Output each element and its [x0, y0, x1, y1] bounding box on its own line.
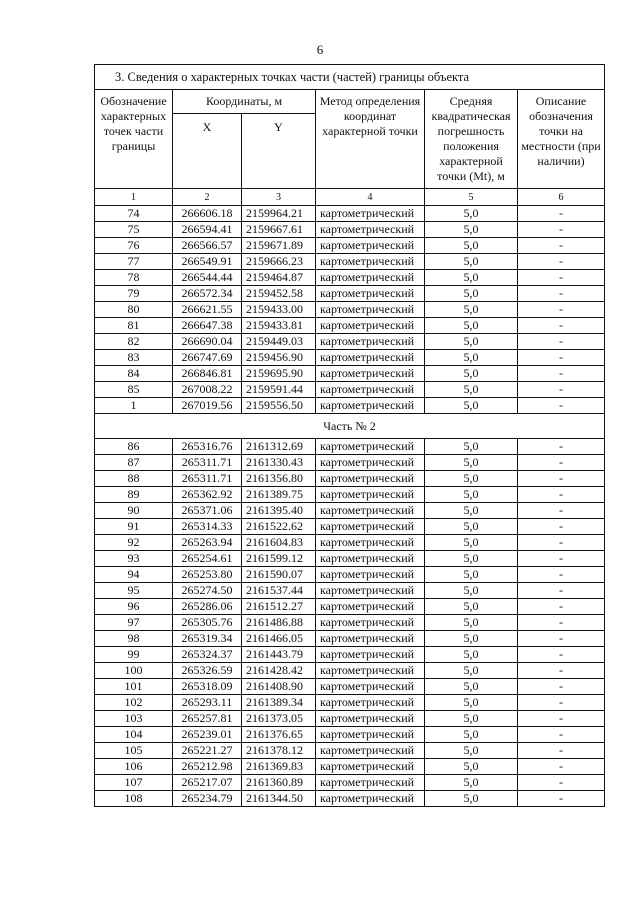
- table-row: [95, 366, 605, 382]
- accuracy-cell: 5,0: [425, 647, 518, 663]
- method-cell: картометрический: [316, 270, 425, 286]
- point-id-cell: 100: [95, 663, 173, 679]
- description-cell: -: [518, 439, 605, 455]
- part-divider-row: [95, 414, 605, 439]
- point-id-cell: 96: [95, 599, 173, 615]
- page-number: 6: [316, 42, 324, 57]
- accuracy-cell: 5,0: [425, 503, 518, 519]
- point-id-cell: 90: [95, 503, 173, 519]
- point-id-cell: 76: [95, 238, 173, 254]
- x-coordinate-cell: 265239.01: [173, 727, 242, 743]
- description-cell: -: [518, 270, 605, 286]
- point-id-cell: 108: [95, 791, 173, 807]
- y-coordinate-cell: 2161599.12: [242, 551, 316, 567]
- accuracy-cell: 5,0: [425, 519, 518, 535]
- method-cell: картометрический: [316, 551, 425, 567]
- y-coordinate-cell: 2161360.89: [242, 775, 316, 791]
- accuracy-cell: 5,0: [425, 318, 518, 334]
- y-coordinate-cell: 2159456.90: [242, 350, 316, 366]
- accuracy-cell: 5,0: [425, 350, 518, 366]
- column-number: 6: [518, 189, 605, 206]
- accuracy-cell: 5,0: [425, 334, 518, 350]
- column-number: 2: [173, 189, 242, 206]
- x-coordinate-cell: 265371.06: [173, 503, 242, 519]
- y-coordinate-cell: 2161395.40: [242, 503, 316, 519]
- column-number: 1: [95, 189, 173, 206]
- method-cell: картометрический: [316, 775, 425, 791]
- table-row: [95, 382, 605, 398]
- header-coordinates: Координаты, м: [173, 90, 316, 114]
- point-id-cell: 84: [95, 366, 173, 382]
- point-id-cell: 87: [95, 455, 173, 471]
- point-id-cell: 1: [95, 398, 173, 414]
- accuracy-cell: 5,0: [425, 727, 518, 743]
- method-cell: картометрический: [316, 727, 425, 743]
- point-id-cell: 91: [95, 519, 173, 535]
- description-cell: -: [518, 663, 605, 679]
- y-coordinate-cell: 2159671.89: [242, 238, 316, 254]
- method-cell: картометрический: [316, 471, 425, 487]
- header-description: Описание обозначения точки на местности (при наличии): [518, 90, 605, 189]
- y-coordinate-cell: 2161356.80: [242, 471, 316, 487]
- x-coordinate-cell: 265305.76: [173, 615, 242, 631]
- method-cell: картометрический: [316, 663, 425, 679]
- point-id-cell: 92: [95, 535, 173, 551]
- point-id-cell: 93: [95, 551, 173, 567]
- column-number-row: [95, 189, 605, 206]
- description-cell: -: [518, 487, 605, 503]
- section-title: 3. Сведения о характерных точках части (частей) границы объекта: [95, 65, 605, 90]
- description-cell: -: [518, 254, 605, 270]
- method-cell: картометрический: [316, 487, 425, 503]
- description-cell: -: [518, 695, 605, 711]
- point-id-cell: 89: [95, 487, 173, 503]
- accuracy-cell: 5,0: [425, 535, 518, 551]
- accuracy-cell: 5,0: [425, 743, 518, 759]
- y-coordinate-cell: 2161330.43: [242, 455, 316, 471]
- y-coordinate-cell: 2161408.90: [242, 679, 316, 695]
- x-coordinate-cell: 265318.09: [173, 679, 242, 695]
- x-coordinate-cell: 267008.22: [173, 382, 242, 398]
- accuracy-cell: 5,0: [425, 551, 518, 567]
- x-coordinate-cell: 266549.91: [173, 254, 242, 270]
- x-coordinate-cell: 265316.76: [173, 439, 242, 455]
- accuracy-cell: 5,0: [425, 238, 518, 254]
- y-coordinate-cell: 2161344.50: [242, 791, 316, 807]
- description-cell: -: [518, 551, 605, 567]
- point-id-cell: 85: [95, 382, 173, 398]
- point-id-cell: 101: [95, 679, 173, 695]
- point-id-cell: 88: [95, 471, 173, 487]
- y-coordinate-cell: 2161466.05: [242, 631, 316, 647]
- y-coordinate-cell: 2161369.83: [242, 759, 316, 775]
- accuracy-cell: 5,0: [425, 366, 518, 382]
- table-row: [95, 551, 605, 567]
- point-id-cell: 99: [95, 647, 173, 663]
- accuracy-cell: 5,0: [425, 286, 518, 302]
- table-row: [95, 286, 605, 302]
- header-method: Метод определения координат характерной точки: [316, 90, 425, 189]
- method-cell: картометрический: [316, 254, 425, 270]
- table-row: [95, 254, 605, 270]
- accuracy-cell: 5,0: [425, 398, 518, 414]
- accuracy-cell: 5,0: [425, 471, 518, 487]
- y-coordinate-cell: 2159452.58: [242, 286, 316, 302]
- method-cell: картометрический: [316, 366, 425, 382]
- accuracy-cell: 5,0: [425, 775, 518, 791]
- x-coordinate-cell: 265217.07: [173, 775, 242, 791]
- table-row: [95, 471, 605, 487]
- description-cell: -: [518, 350, 605, 366]
- point-id-cell: 94: [95, 567, 173, 583]
- y-coordinate-cell: 2159464.87: [242, 270, 316, 286]
- table-row: [95, 711, 605, 727]
- part-label: Часть № 2: [95, 414, 605, 439]
- method-cell: картометрический: [316, 711, 425, 727]
- table-row: [95, 727, 605, 743]
- table-row: [95, 398, 605, 414]
- x-coordinate-cell: 265212.98: [173, 759, 242, 775]
- description-cell: -: [518, 238, 605, 254]
- boundary-points-table: [94, 64, 605, 807]
- accuracy-cell: 5,0: [425, 487, 518, 503]
- method-cell: картометрический: [316, 286, 425, 302]
- method-cell: картометрический: [316, 535, 425, 551]
- table-row: [95, 583, 605, 599]
- point-id-cell: 74: [95, 206, 173, 222]
- x-coordinate-cell: 266594.41: [173, 222, 242, 238]
- x-coordinate-cell: 265362.92: [173, 487, 242, 503]
- description-cell: -: [518, 455, 605, 471]
- y-coordinate-cell: 2159433.81: [242, 318, 316, 334]
- y-coordinate-cell: 2161376.65: [242, 727, 316, 743]
- method-cell: картометрический: [316, 759, 425, 775]
- point-id-cell: 105: [95, 743, 173, 759]
- method-cell: картометрический: [316, 206, 425, 222]
- description-cell: -: [518, 583, 605, 599]
- description-cell: -: [518, 727, 605, 743]
- method-cell: картометрический: [316, 238, 425, 254]
- point-id-cell: 78: [95, 270, 173, 286]
- description-cell: -: [518, 631, 605, 647]
- y-coordinate-cell: 2159556.50: [242, 398, 316, 414]
- point-id-cell: 82: [95, 334, 173, 350]
- description-cell: -: [518, 318, 605, 334]
- header-x: X: [173, 114, 242, 189]
- x-coordinate-cell: 266621.55: [173, 302, 242, 318]
- column-number: 3: [242, 189, 316, 206]
- x-coordinate-cell: 266572.34: [173, 286, 242, 302]
- header-accuracy: Средняя квадратическая погрешность положения характерной точки (Mt), м: [425, 90, 518, 189]
- table-row: [95, 238, 605, 254]
- x-coordinate-cell: 266606.18: [173, 206, 242, 222]
- y-coordinate-cell: 2161590.07: [242, 567, 316, 583]
- table-row: [95, 519, 605, 535]
- description-cell: -: [518, 711, 605, 727]
- description-cell: -: [518, 471, 605, 487]
- x-coordinate-cell: 265311.71: [173, 471, 242, 487]
- accuracy-cell: 5,0: [425, 382, 518, 398]
- table-row: [95, 270, 605, 286]
- accuracy-cell: 5,0: [425, 615, 518, 631]
- accuracy-cell: 5,0: [425, 711, 518, 727]
- point-id-cell: 75: [95, 222, 173, 238]
- table-row: [95, 791, 605, 807]
- method-cell: картометрический: [316, 615, 425, 631]
- method-cell: картометрический: [316, 791, 425, 807]
- accuracy-cell: 5,0: [425, 679, 518, 695]
- x-coordinate-cell: 265253.80: [173, 567, 242, 583]
- table-row: [95, 679, 605, 695]
- description-cell: -: [518, 759, 605, 775]
- y-coordinate-cell: 2161389.75: [242, 487, 316, 503]
- y-coordinate-cell: 2159591.44: [242, 382, 316, 398]
- x-coordinate-cell: 265257.81: [173, 711, 242, 727]
- accuracy-cell: 5,0: [425, 583, 518, 599]
- description-cell: -: [518, 286, 605, 302]
- x-coordinate-cell: 266690.04: [173, 334, 242, 350]
- point-id-cell: 104: [95, 727, 173, 743]
- accuracy-cell: 5,0: [425, 254, 518, 270]
- y-coordinate-cell: 2161604.83: [242, 535, 316, 551]
- y-coordinate-cell: 2159667.61: [242, 222, 316, 238]
- y-coordinate-cell: 2161312.69: [242, 439, 316, 455]
- x-coordinate-cell: 265254.61: [173, 551, 242, 567]
- table-row: [95, 487, 605, 503]
- y-coordinate-cell: 2161428.42: [242, 663, 316, 679]
- method-cell: картометрический: [316, 382, 425, 398]
- accuracy-cell: 5,0: [425, 302, 518, 318]
- x-coordinate-cell: 266544.44: [173, 270, 242, 286]
- x-coordinate-cell: 266846.81: [173, 366, 242, 382]
- description-cell: -: [518, 222, 605, 238]
- accuracy-cell: 5,0: [425, 455, 518, 471]
- point-id-cell: 80: [95, 302, 173, 318]
- description-cell: -: [518, 366, 605, 382]
- point-id-cell: 98: [95, 631, 173, 647]
- table-row: [95, 503, 605, 519]
- table-row: [95, 334, 605, 350]
- accuracy-cell: 5,0: [425, 631, 518, 647]
- description-cell: -: [518, 503, 605, 519]
- description-cell: -: [518, 382, 605, 398]
- point-id-cell: 86: [95, 439, 173, 455]
- description-cell: -: [518, 398, 605, 414]
- x-coordinate-cell: 265286.06: [173, 599, 242, 615]
- y-coordinate-cell: 2161512.27: [242, 599, 316, 615]
- point-id-cell: 107: [95, 775, 173, 791]
- description-cell: -: [518, 647, 605, 663]
- x-coordinate-cell: 266747.69: [173, 350, 242, 366]
- table-row: [95, 647, 605, 663]
- method-cell: картометрический: [316, 679, 425, 695]
- accuracy-cell: 5,0: [425, 599, 518, 615]
- y-coordinate-cell: 2161486.88: [242, 615, 316, 631]
- method-cell: картометрический: [316, 222, 425, 238]
- point-id-cell: 102: [95, 695, 173, 711]
- description-cell: -: [518, 302, 605, 318]
- x-coordinate-cell: 265293.11: [173, 695, 242, 711]
- table-row: [95, 775, 605, 791]
- y-coordinate-cell: 2161522.62: [242, 519, 316, 535]
- header-designation: Обозначение характерных точек части границы: [95, 90, 173, 189]
- table-row: [95, 222, 605, 238]
- description-cell: -: [518, 599, 605, 615]
- table-row: [95, 439, 605, 455]
- point-id-cell: 79: [95, 286, 173, 302]
- table-row: [95, 599, 605, 615]
- method-cell: картометрический: [316, 743, 425, 759]
- description-cell: -: [518, 535, 605, 551]
- x-coordinate-cell: 265311.71: [173, 455, 242, 471]
- description-cell: -: [518, 679, 605, 695]
- x-coordinate-cell: 265274.50: [173, 583, 242, 599]
- method-cell: картометрический: [316, 567, 425, 583]
- description-cell: -: [518, 775, 605, 791]
- x-coordinate-cell: 266647.38: [173, 318, 242, 334]
- method-cell: картометрический: [316, 583, 425, 599]
- method-cell: картометрический: [316, 599, 425, 615]
- accuracy-cell: 5,0: [425, 695, 518, 711]
- y-coordinate-cell: 2159695.90: [242, 366, 316, 382]
- y-coordinate-cell: 2159433.00: [242, 302, 316, 318]
- accuracy-cell: 5,0: [425, 759, 518, 775]
- x-coordinate-cell: 265324.37: [173, 647, 242, 663]
- table-row: [95, 631, 605, 647]
- accuracy-cell: 5,0: [425, 439, 518, 455]
- point-id-cell: 103: [95, 711, 173, 727]
- table-row: [95, 535, 605, 551]
- header-y: Y: [242, 114, 316, 189]
- description-cell: -: [518, 743, 605, 759]
- table-row: [95, 615, 605, 631]
- accuracy-cell: 5,0: [425, 270, 518, 286]
- y-coordinate-cell: 2161537.44: [242, 583, 316, 599]
- description-cell: -: [518, 334, 605, 350]
- x-coordinate-cell: 265326.59: [173, 663, 242, 679]
- accuracy-cell: 5,0: [425, 222, 518, 238]
- method-cell: картометрический: [316, 334, 425, 350]
- table-row: [95, 695, 605, 711]
- table-row: [95, 759, 605, 775]
- method-cell: картометрический: [316, 318, 425, 334]
- method-cell: картометрический: [316, 503, 425, 519]
- x-coordinate-cell: 265263.94: [173, 535, 242, 551]
- x-coordinate-cell: 265319.34: [173, 631, 242, 647]
- column-number: 5: [425, 189, 518, 206]
- point-id-cell: 77: [95, 254, 173, 270]
- method-cell: картометрический: [316, 647, 425, 663]
- method-cell: картометрический: [316, 519, 425, 535]
- x-coordinate-cell: 265234.79: [173, 791, 242, 807]
- method-cell: картометрический: [316, 631, 425, 647]
- table-row: [95, 663, 605, 679]
- method-cell: картометрический: [316, 455, 425, 471]
- y-coordinate-cell: 2161373.05: [242, 711, 316, 727]
- point-id-cell: 97: [95, 615, 173, 631]
- table-row: [95, 318, 605, 334]
- accuracy-cell: 5,0: [425, 791, 518, 807]
- method-cell: картометрический: [316, 695, 425, 711]
- method-cell: картометрический: [316, 302, 425, 318]
- x-coordinate-cell: 265314.33: [173, 519, 242, 535]
- y-coordinate-cell: 2159666.23: [242, 254, 316, 270]
- point-id-cell: 106: [95, 759, 173, 775]
- x-coordinate-cell: 267019.56: [173, 398, 242, 414]
- point-id-cell: 83: [95, 350, 173, 366]
- description-cell: -: [518, 567, 605, 583]
- description-cell: -: [518, 206, 605, 222]
- table-row: [95, 567, 605, 583]
- accuracy-cell: 5,0: [425, 206, 518, 222]
- description-cell: -: [518, 791, 605, 807]
- method-cell: картометрический: [316, 350, 425, 366]
- method-cell: картометрический: [316, 398, 425, 414]
- accuracy-cell: 5,0: [425, 567, 518, 583]
- y-coordinate-cell: 2161389.34: [242, 695, 316, 711]
- description-cell: -: [518, 615, 605, 631]
- y-coordinate-cell: 2161378.12: [242, 743, 316, 759]
- accuracy-cell: 5,0: [425, 663, 518, 679]
- x-coordinate-cell: 265221.27: [173, 743, 242, 759]
- y-coordinate-cell: 2159964.21: [242, 206, 316, 222]
- table-row: [95, 302, 605, 318]
- column-number: 4: [316, 189, 425, 206]
- x-coordinate-cell: 266566.57: [173, 238, 242, 254]
- table-row: [95, 206, 605, 222]
- point-id-cell: 95: [95, 583, 173, 599]
- point-id-cell: 81: [95, 318, 173, 334]
- y-coordinate-cell: 2161443.79: [242, 647, 316, 663]
- table-row: [95, 455, 605, 471]
- method-cell: картометрический: [316, 439, 425, 455]
- description-cell: -: [518, 519, 605, 535]
- table-row: [95, 743, 605, 759]
- y-coordinate-cell: 2159449.03: [242, 334, 316, 350]
- table-row: [95, 350, 605, 366]
